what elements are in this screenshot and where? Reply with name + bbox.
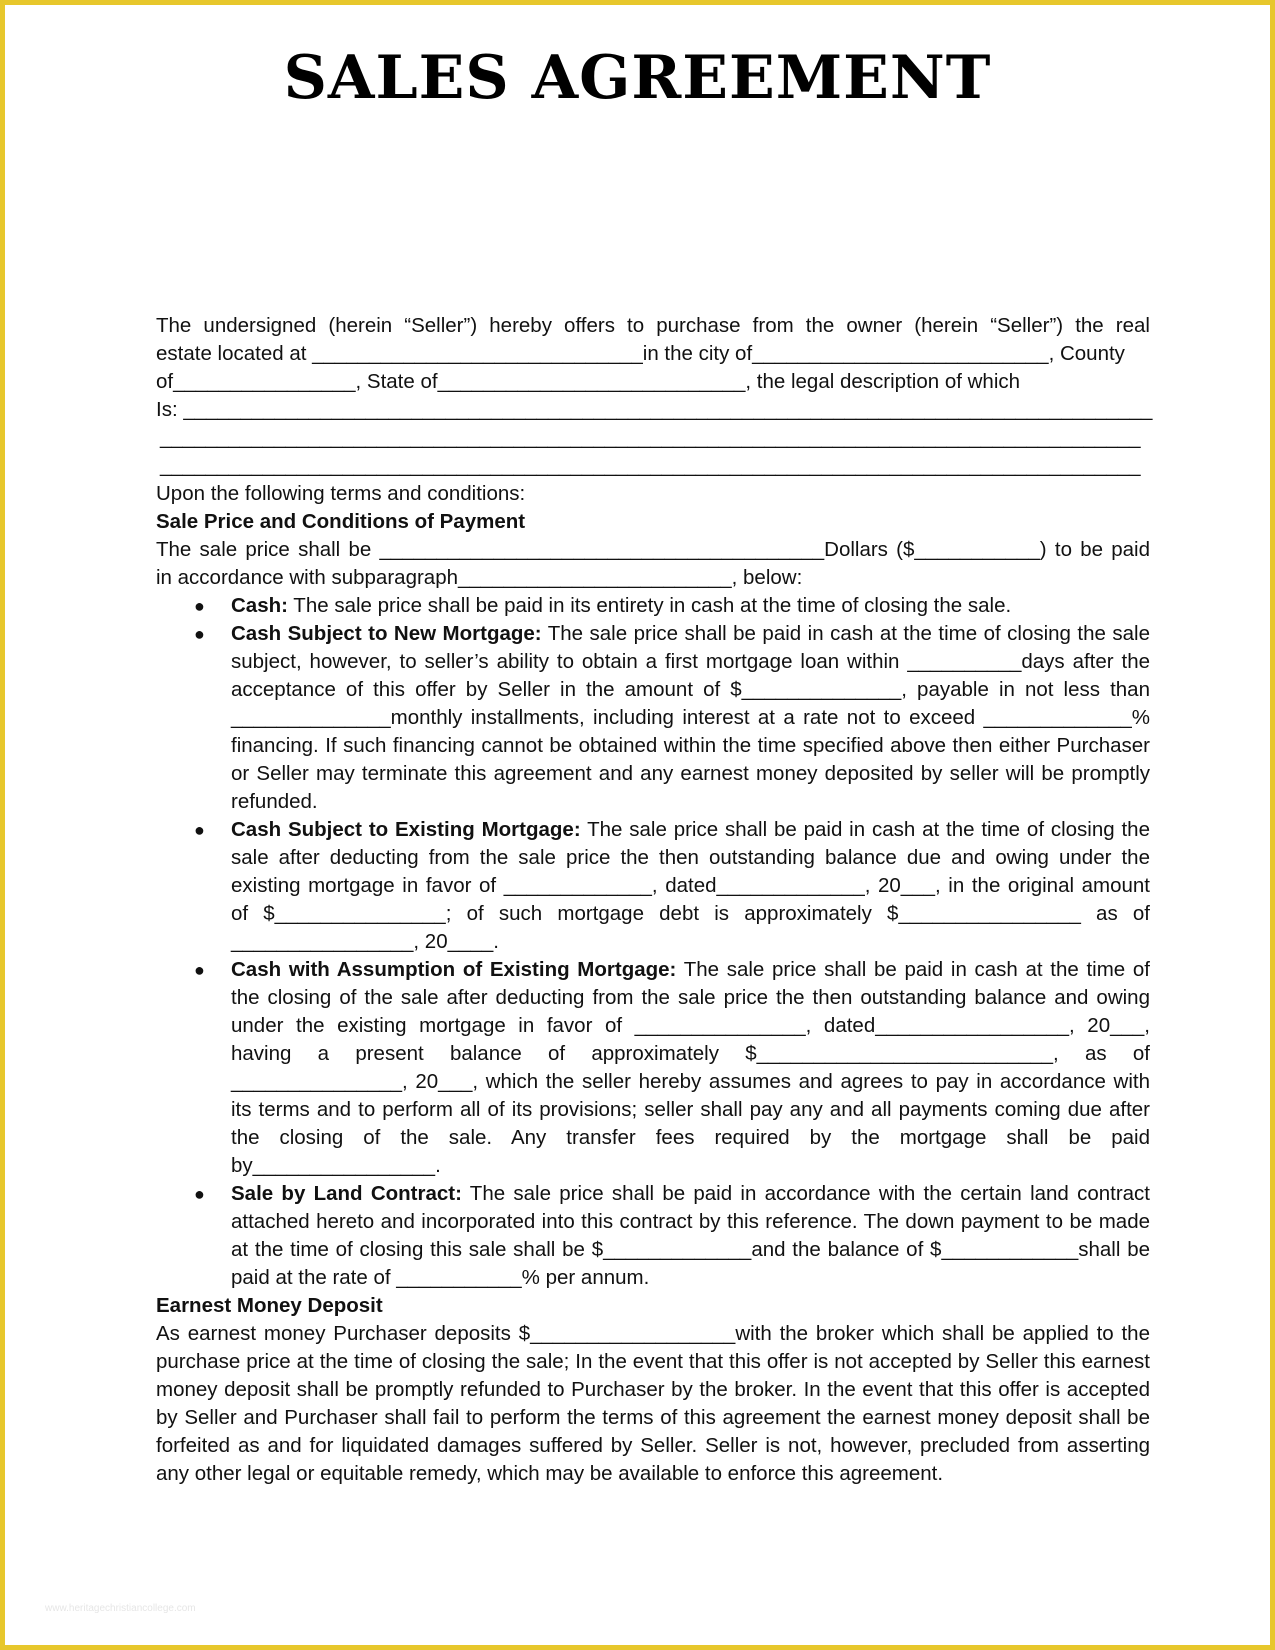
bullet-icon: ● xyxy=(194,596,205,616)
list-item xyxy=(156,956,1150,1180)
option-label: Cash Subject to New Mortgage: xyxy=(231,622,542,645)
option-text: The sale price shall be paid in cash at the time of the closing of the sale after deducting from the sale price the then outstanding balance and owing under the existing mortgage in favor of _______________, dated_________________, 20___, having a present balance of approximately $__________________________, as of _______________, 20___, which the seller hereby assumes and agrees to pay in accordance with its terms and to perform all of its provisions; seller shall pay any and all payments coming due after the closing of the sale. Any transfer fees required by the mortgage shall be paid by________________. xyxy=(231,958,1150,1177)
option-text: The sale price shall be paid in cash at the time of closing the sale subject, however, to seller’s ability to obtain a first mortgage loan within __________days after the acceptance of this offer by Seller in the amount of $______________, payable in not less than ______________monthly installments, including interest at a rate not to exceed _____________% financing. If such financing cannot be obtained within the time specified above then either Purchaser or Seller may terminate this agreement and any earnest money deposited by seller will be promptly refunded. xyxy=(231,622,1151,813)
intro-line: The undersigned (herein “Seller”) hereby offers to purchase from the owner (herein “Seller”) the real xyxy=(156,314,1150,337)
intro-line: Is: _____________________________________________________________________________________ xyxy=(156,398,1153,421)
intro-paragraph xyxy=(156,312,1153,480)
intro-line: ______________________________________________________________________________________ xyxy=(160,454,1141,477)
sale-price-paragraph xyxy=(156,536,1150,592)
list-item xyxy=(156,592,1150,620)
bullet-icon: ● xyxy=(194,1184,205,1204)
option-text: The sale price shall be paid in cash at the time of closing the sale after deducting from the sale price the then outstanding balance due and owing under the existing mortgage in favor of _____________, dated_____________, 20___, in the original amount of $_______________; of such mortgage debt is approximately $________________ as of ________________, 20____. xyxy=(231,818,1150,953)
option-label: Sale by Land Contract: xyxy=(231,1182,462,1205)
list-item xyxy=(156,620,1150,816)
intro-line: of________________, State of___________________________, the legal description of which xyxy=(156,370,1021,393)
section-heading-sale-price: Sale Price and Conditions of Payment xyxy=(156,510,526,533)
option-text: The sale price shall be paid in accordance with the certain land contract attached hereto and incorporated into this contract by this reference. The down payment to be made at the time of closing this sale shall be $_____________and the balance of $____________shall be paid at the rate of ___________% per annum. xyxy=(231,1182,1150,1289)
option-label: Cash with Assumption of Existing Mortgage: xyxy=(231,958,677,981)
option-label: Cash: xyxy=(231,594,288,617)
page-title: SALES AGREEMENT xyxy=(283,43,992,113)
earnest-money-paragraph: As earnest money Purchaser deposits $__________________with the broker which shall be applied to the purchase price at the time of closing the sale; In the event that this offer is not accepted by Seller this earnest money deposit shall be promptly refunded to Purchaser by the broker. In the event that this offer is accepted by Seller and Purchaser shall fail to perform the terms of this agreement the earnest money deposit shall be forfeited as and for liquidated damages suffered by Seller. Seller is not, however, precluded from asserting any other legal or equitable remedy, which may be available to enforce this agreement. xyxy=(156,1322,1150,1485)
payment-options-list xyxy=(156,592,1150,1292)
option-label: Cash Subject to Existing Mortgage: xyxy=(231,818,581,841)
watermark-text: www.heritagechristiancollege.com xyxy=(45,1603,196,1614)
list-item xyxy=(156,1180,1150,1292)
intro-line: estate located at _____________________________in the city of__________________________, County xyxy=(156,342,1125,365)
intro-line: ______________________________________________________________________________________ xyxy=(160,426,1141,449)
terms-intro: Upon the following terms and conditions: xyxy=(156,482,526,505)
agreement-body xyxy=(156,312,1153,1488)
sale-price-line: in accordance with subparagraph________________________, below: xyxy=(156,566,803,589)
section-heading-earnest-money: Earnest Money Deposit xyxy=(156,1294,383,1317)
list-item xyxy=(156,816,1150,956)
bullet-icon: ● xyxy=(194,960,205,980)
bullet-icon: ● xyxy=(194,624,205,644)
sale-price-line: The sale price shall be _______________________________________Dollars ($___________) to be paid xyxy=(156,538,1150,561)
bullet-icon: ● xyxy=(194,820,205,840)
option-text: The sale price shall be paid in its entirety in cash at the time of closing the sale. xyxy=(287,594,1012,617)
